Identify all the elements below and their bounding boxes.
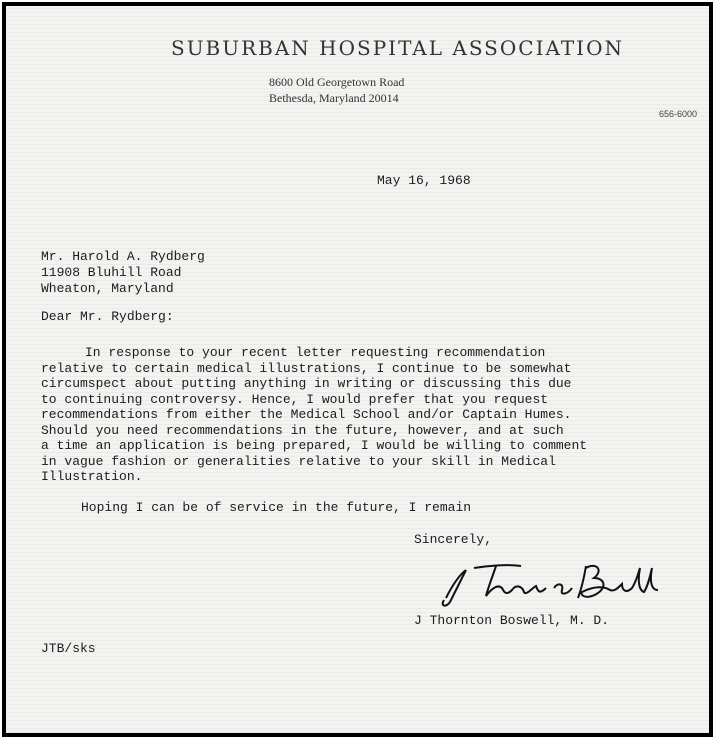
body-line: In response to your recent letter requesting recommendation xyxy=(85,345,546,360)
letterhead-title: SUBURBAN HOSPITAL ASSOCIATION xyxy=(171,36,624,60)
signer-name: J Thornton Boswell, M. D. xyxy=(414,613,610,628)
recipient-city: Wheaton, Maryland xyxy=(41,281,174,296)
body-line: to continuing controversy. Hence, I would prefer that you request xyxy=(41,391,549,407)
body-line: a time an application is being prepared, I would be willing to comment xyxy=(41,438,588,453)
handwritten-signature xyxy=(426,558,676,618)
recipient-address xyxy=(41,249,205,297)
letter-date: May 16, 1968 xyxy=(377,173,471,188)
salutation: Dear Mr. Rydberg: xyxy=(41,309,174,324)
letterhead-address xyxy=(269,74,404,106)
body-line: relative to certain medical illustrations, I continue to be somewhat xyxy=(41,360,572,376)
body-line: Should you need recommendations in the future, however, and at such xyxy=(41,422,564,438)
recipient-street: 11908 Bluhill Road xyxy=(41,265,182,280)
address-line-1: 8600 Old Georgetown Road xyxy=(269,75,405,89)
body-line: Illustration. xyxy=(41,469,143,484)
document-page xyxy=(2,2,713,737)
closing-sentence: Hoping I can be of service in the future, I remain xyxy=(81,500,472,515)
body-line: in vague fashion or generalities relative to your skill in Medical xyxy=(41,453,556,469)
body-line: recommendations from either the Medical School and/or Captain Humes. xyxy=(41,407,572,422)
letter-body xyxy=(41,345,621,485)
address-line-2: Bethesda, Maryland 20014 xyxy=(269,91,399,105)
letterhead-phone: 656-6000 xyxy=(658,109,697,119)
body-line: circumspect about putting anything in writing or discussing this due xyxy=(41,376,572,391)
recipient-name: Mr. Harold A. Rydberg xyxy=(41,249,205,264)
reference-initials: JTB/sks xyxy=(41,641,96,656)
complimentary-close: Sincerely, xyxy=(414,532,493,547)
